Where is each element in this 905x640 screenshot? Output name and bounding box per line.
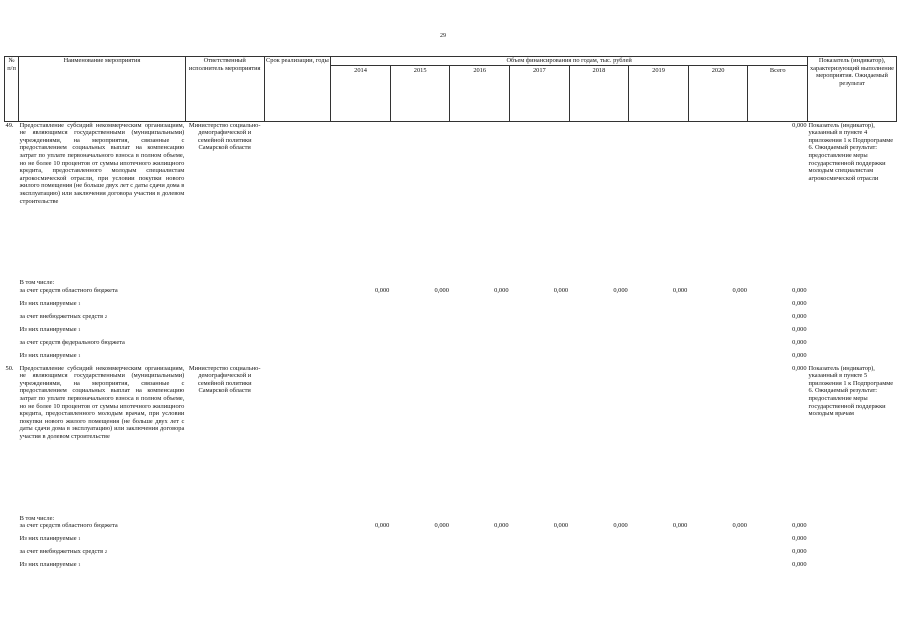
year-value bbox=[390, 326, 450, 339]
funding-source-label bbox=[19, 352, 186, 365]
year-value bbox=[510, 548, 570, 561]
footnote-mark: 1 bbox=[78, 300, 81, 306]
year-value bbox=[688, 535, 748, 548]
funding-row bbox=[5, 352, 897, 365]
table-row bbox=[5, 279, 897, 287]
year-value bbox=[450, 548, 510, 561]
year-value: 0,000 bbox=[613, 286, 628, 294]
funding-row bbox=[5, 326, 897, 339]
funding-row bbox=[5, 287, 897, 300]
funding-source-label bbox=[19, 561, 186, 574]
footnote-mark: 2 bbox=[104, 549, 107, 555]
footnote-mark: 1 bbox=[78, 352, 81, 358]
funding-source-label bbox=[19, 326, 186, 339]
year-value bbox=[331, 352, 391, 365]
funding-source-label bbox=[19, 300, 186, 313]
header-year: 2018 bbox=[569, 65, 629, 121]
year-value bbox=[629, 313, 689, 326]
year-value bbox=[450, 313, 510, 326]
row-total: 0,000 bbox=[792, 299, 807, 307]
item-executor: Министерство социально-демографической и семейной политики Самарской области bbox=[188, 364, 261, 395]
year-value bbox=[390, 535, 450, 548]
item-year-value bbox=[510, 365, 570, 515]
year-value bbox=[569, 535, 629, 548]
year-value bbox=[569, 300, 629, 313]
year-value bbox=[390, 561, 450, 574]
item-period bbox=[264, 365, 331, 515]
including-label: В том числе: bbox=[19, 279, 55, 287]
year-value: 0,000 bbox=[672, 286, 688, 294]
year-value: 0,000 bbox=[613, 522, 628, 530]
row-total: 0,000 bbox=[792, 351, 807, 359]
funding-source-label bbox=[19, 287, 186, 300]
year-value: 0,000 bbox=[374, 286, 390, 294]
year-value bbox=[569, 561, 629, 574]
item-total: 0,000 bbox=[792, 121, 807, 129]
item-executor: Министерство социально-демографической и семейной политики Самарской области bbox=[188, 121, 261, 152]
year-value bbox=[331, 535, 391, 548]
item-name: Предоставление субсидий некоммерческим организациям, не являющимся государственными (муниципальными) учреждениями, на мероприятия, связанные с предоставлением социальных выплат на компенсацию затрат по уплате первоначального взноса в полном объеме, но не более 10 процентов от суммы ипотечного жилищного кредита, предоставленного молодым специалистам агрокосмической отрасли, при условии покупки нового жилого помещения (не больше двух лет с даты сдачи дома в эксплуатацию) или заключения договора участия в долевом строительстве bbox=[19, 121, 185, 205]
year-value bbox=[450, 339, 510, 352]
year-value: 0,000 bbox=[374, 522, 390, 530]
funding-source-label bbox=[19, 313, 186, 326]
item-year-value bbox=[569, 121, 629, 279]
year-value bbox=[510, 313, 570, 326]
item-year-value bbox=[331, 121, 391, 279]
header-executor: Ответственный исполнитель мероприятия bbox=[185, 57, 264, 122]
year-value bbox=[510, 326, 570, 339]
funding-source-text: за счет внебюджетных средств bbox=[19, 312, 104, 320]
item-indicator: Показатель (индикатор), указанный в пункте 4 приложения 1 к Подпрограмме 6. Ожидаемый результат: предоставление меры государственной поддержки молодым специалистам агрокосмической отрасли bbox=[808, 121, 894, 182]
item-indicator: Показатель (индикатор), указанный в пункте 5 приложения 1 к Подпрограмме 6. Ожидаемый результат: предоставление меры государственной поддержки молодым врачам bbox=[808, 364, 894, 418]
footnote-mark: 1 bbox=[78, 326, 81, 332]
including-label: В том числе: bbox=[19, 514, 55, 522]
year-value bbox=[390, 339, 450, 352]
row-total: 0,000 bbox=[792, 338, 807, 346]
funding-source-text: Из них планируемые bbox=[19, 351, 77, 359]
year-value bbox=[569, 313, 629, 326]
row-total: 0,000 bbox=[792, 548, 807, 556]
item-year-value bbox=[569, 365, 629, 515]
year-value bbox=[390, 352, 450, 365]
header-year: 2019 bbox=[629, 65, 689, 121]
funding-row bbox=[5, 522, 897, 535]
funding-row bbox=[5, 300, 897, 313]
item-year-value bbox=[450, 121, 510, 279]
funding-source-text: Из них планируемые bbox=[19, 535, 77, 543]
row-total: 0,000 bbox=[792, 535, 807, 543]
year-value: 0,000 bbox=[553, 522, 569, 530]
item-year-value bbox=[450, 365, 510, 515]
header-year: 2015 bbox=[390, 65, 450, 121]
item-year-value bbox=[688, 121, 748, 279]
header-indicator: Показатель (индикатор), характеризующий выполнение мероприятия. Ожидаемый результат bbox=[808, 57, 897, 122]
funding-source-text: Из них планируемые bbox=[19, 299, 77, 307]
year-value bbox=[450, 352, 510, 365]
year-value: 0,000 bbox=[732, 522, 747, 530]
year-value bbox=[510, 535, 570, 548]
funding-source-text: за счет средств федерального бюджета bbox=[19, 338, 125, 346]
year-value: 0,000 bbox=[672, 522, 688, 530]
funding-row bbox=[5, 339, 897, 352]
funding-source-label bbox=[19, 535, 186, 548]
year-value bbox=[569, 339, 629, 352]
year-value bbox=[331, 326, 391, 339]
item-name: Предоставление субсидий некоммерческим организациям, не являющимся государственными (муниципальными) учреждениями, на мероприятия, связанные с предоставлением социальных выплат на компенсацию затрат по уплате первоначального взноса в полном объеме, но не более 10 процентов от суммы ипотечного жилищного кредита, предоставленного молодым врачам, при условии покупки нового жилого помещения (не больше двух лет с даты сдачи дома в эксплуатацию) или заключения договора участия в долевом строительстве bbox=[19, 364, 185, 441]
item-year-value bbox=[510, 121, 570, 279]
header-year: 2017 bbox=[510, 65, 570, 121]
funding-source-text: Из них планируемые bbox=[19, 561, 77, 569]
year-value bbox=[450, 300, 510, 313]
year-value bbox=[629, 561, 689, 574]
header-num: № п/п bbox=[5, 57, 19, 122]
year-value bbox=[390, 548, 450, 561]
year-value bbox=[629, 326, 689, 339]
funding-source-text: за счет средств областного бюджета bbox=[19, 522, 118, 530]
year-value bbox=[450, 535, 510, 548]
year-value bbox=[688, 339, 748, 352]
year-value bbox=[390, 300, 450, 313]
page-number: 29 bbox=[440, 33, 446, 39]
year-value bbox=[688, 326, 748, 339]
year-value bbox=[629, 548, 689, 561]
table-row bbox=[5, 121, 897, 279]
item-year-value bbox=[390, 121, 450, 279]
header-name: Наименование мероприятия bbox=[19, 57, 186, 122]
year-value bbox=[331, 548, 391, 561]
row-total: 0,000 bbox=[792, 325, 807, 333]
year-value: 0,000 bbox=[553, 286, 569, 294]
year-value bbox=[331, 300, 391, 313]
row-total: 0,000 bbox=[792, 522, 807, 530]
year-value bbox=[510, 352, 570, 365]
year-value bbox=[569, 326, 629, 339]
item-year-value bbox=[390, 365, 450, 515]
funding-source-label bbox=[19, 522, 186, 535]
year-value bbox=[688, 548, 748, 561]
year-value: 0,000 bbox=[494, 286, 509, 294]
year-value bbox=[510, 561, 570, 574]
year-value bbox=[688, 313, 748, 326]
year-value: 0,000 bbox=[494, 522, 509, 530]
year-value bbox=[629, 352, 689, 365]
funding-row bbox=[5, 548, 897, 561]
item-period bbox=[264, 121, 331, 279]
header-year: 2020 bbox=[688, 65, 748, 121]
header-period: Срок реализации, годы bbox=[264, 57, 331, 122]
program-table bbox=[4, 56, 897, 574]
header-year: 2014 bbox=[331, 65, 391, 121]
item-year-value bbox=[629, 121, 689, 279]
row-total: 0,000 bbox=[792, 312, 807, 320]
footnote-mark: 2 bbox=[104, 313, 107, 319]
year-value bbox=[569, 548, 629, 561]
item-number: 50. bbox=[5, 364, 14, 372]
item-year-value bbox=[688, 365, 748, 515]
header-total: Всего bbox=[748, 65, 808, 121]
item-year-value bbox=[331, 365, 391, 515]
item-year-value bbox=[629, 365, 689, 515]
year-value bbox=[510, 339, 570, 352]
year-value bbox=[569, 352, 629, 365]
year-value bbox=[629, 300, 689, 313]
year-value bbox=[331, 561, 391, 574]
year-value bbox=[331, 313, 391, 326]
year-value bbox=[688, 561, 748, 574]
item-total: 0,000 bbox=[792, 364, 807, 372]
row-total: 0,000 bbox=[792, 286, 807, 294]
funding-source-label bbox=[19, 548, 186, 561]
footnote-mark: 1 bbox=[78, 562, 81, 568]
year-value: 0,000 bbox=[732, 286, 747, 294]
header-year: 2016 bbox=[450, 65, 510, 121]
funding-source-label bbox=[19, 339, 186, 352]
funding-row bbox=[5, 313, 897, 326]
row-total: 0,000 bbox=[792, 561, 807, 569]
year-value bbox=[688, 352, 748, 365]
year-value: 0,000 bbox=[434, 522, 449, 530]
funding-source-text: за счет внебюджетных средств bbox=[19, 548, 104, 556]
year-value bbox=[629, 535, 689, 548]
year-value bbox=[688, 300, 748, 313]
year-value bbox=[390, 313, 450, 326]
item-number: 49. bbox=[5, 121, 14, 129]
funding-source-text: за счет средств областного бюджета bbox=[19, 286, 118, 294]
year-value bbox=[450, 561, 510, 574]
table-row bbox=[5, 515, 897, 523]
year-value bbox=[510, 300, 570, 313]
header-funding: Объем финансирования по годам, тыс. рублей bbox=[331, 57, 808, 66]
year-value bbox=[331, 339, 391, 352]
year-value: 0,000 bbox=[434, 286, 449, 294]
footnote-mark: 1 bbox=[78, 536, 81, 542]
funding-row bbox=[5, 535, 897, 548]
year-value bbox=[450, 326, 510, 339]
funding-row bbox=[5, 561, 897, 574]
year-value bbox=[629, 339, 689, 352]
funding-source-text: Из них планируемые bbox=[19, 325, 77, 333]
table-row bbox=[5, 365, 897, 515]
